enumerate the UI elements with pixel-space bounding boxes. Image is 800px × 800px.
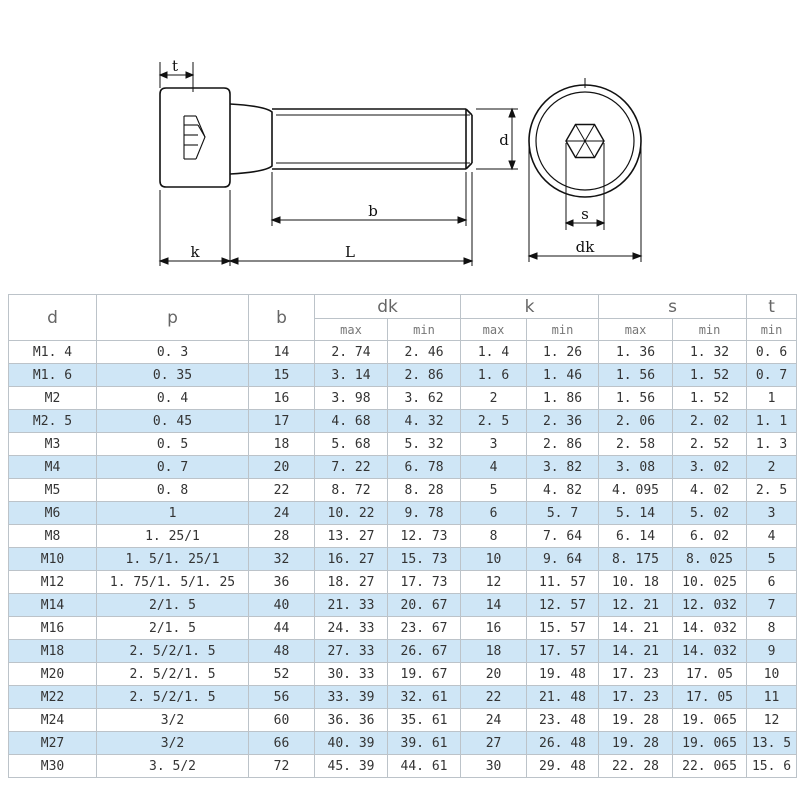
cell-b: 40 [249,594,315,617]
cell-p: 0. 35 [97,364,249,387]
cell-s-max: 22. 28 [599,755,673,778]
cell-dk-min: 19. 67 [388,663,461,686]
cell-t-min: 4 [747,525,797,548]
cell-t-min: 2. 5 [747,479,797,502]
cell-k-min: 26. 48 [527,732,599,755]
cell-dk-max: 3. 98 [315,387,388,410]
cell-k-max: 3 [461,433,527,456]
header-dk-max: max [315,319,388,341]
cell-b: 52 [249,663,315,686]
cell-dk-max: 8. 72 [315,479,388,502]
cell-s-min: 1. 52 [673,364,747,387]
cell-p: 0. 3 [97,341,249,364]
table-row [9,755,797,778]
cell-s-max: 1. 36 [599,341,673,364]
cell-s-max: 12. 21 [599,594,673,617]
cell-t-min: 0. 7 [747,364,797,387]
cell-dk-min: 5. 32 [388,433,461,456]
cell-t-min: 1. 1 [747,410,797,433]
cell-d: M30 [9,755,97,778]
cell-k-min: 2. 86 [527,433,599,456]
table-row [9,456,797,479]
cell-t-min: 6 [747,571,797,594]
cell-b: 18 [249,433,315,456]
cell-dk-max: 45. 39 [315,755,388,778]
header-d: d [9,295,97,341]
cell-k-max: 6 [461,502,527,525]
cell-d: M22 [9,686,97,709]
table-row [9,594,797,617]
label-t: t [171,57,179,75]
cell-s-min: 14. 032 [673,640,747,663]
cell-k-max: 30 [461,755,527,778]
cell-dk-min: 3. 62 [388,387,461,410]
cell-s-max: 1. 56 [599,387,673,410]
cell-b: 72 [249,755,315,778]
table-row [9,732,797,755]
cell-b: 24 [249,502,315,525]
table-row [9,571,797,594]
cell-k-max: 1. 4 [461,341,527,364]
cell-s-max: 8. 175 [599,548,673,571]
cell-k-max: 10 [461,548,527,571]
cell-s-min: 2. 02 [673,410,747,433]
cell-k-min: 2. 36 [527,410,599,433]
cell-s-min: 19. 065 [673,709,747,732]
header-t: t [747,295,797,319]
header-dk-min: min [388,319,461,341]
cell-p: 0. 4 [97,387,249,410]
cell-k-max: 14 [461,594,527,617]
cell-s-max: 5. 14 [599,502,673,525]
cell-dk-max: 4. 68 [315,410,388,433]
cell-dk-min: 23. 67 [388,617,461,640]
cell-dk-max: 36. 36 [315,709,388,732]
cell-s-max: 4. 095 [599,479,673,502]
cell-d: M4 [9,456,97,479]
cell-p: 1 [97,502,249,525]
cell-p: 3/2 [97,709,249,732]
cell-s-min: 12. 032 [673,594,747,617]
cell-dk-min: 35. 61 [388,709,461,732]
cell-s-min: 10. 025 [673,571,747,594]
cell-dk-min: 4. 32 [388,410,461,433]
table-row [9,341,797,364]
header-t-min: min [747,319,797,341]
cell-d: M10 [9,548,97,571]
table-row [9,433,797,456]
table-row [9,663,797,686]
header-k-min: min [527,319,599,341]
cell-s-min: 5. 02 [673,502,747,525]
cell-s-max: 2. 58 [599,433,673,456]
cell-s-min: 17. 05 [673,663,747,686]
cell-k-max: 2. 5 [461,410,527,433]
label-dk: dk [575,238,595,256]
cell-t-min: 13. 5 [747,732,797,755]
cell-b: 14 [249,341,315,364]
cell-k-min: 4. 82 [527,479,599,502]
cell-s-max: 6. 14 [599,525,673,548]
table-row [9,525,797,548]
table-row [9,387,797,410]
cell-t-min: 11 [747,686,797,709]
cell-dk-min: 2. 86 [388,364,461,387]
table-body [9,341,797,778]
cell-s-min: 8. 025 [673,548,747,571]
cell-p: 2. 5/2/1. 5 [97,686,249,709]
cell-dk-min: 39. 61 [388,732,461,755]
cell-d: M27 [9,732,97,755]
cell-d: M6 [9,502,97,525]
cell-b: 15 [249,364,315,387]
cell-s-max: 1. 56 [599,364,673,387]
cell-k-max: 22 [461,686,527,709]
cell-t-min: 9 [747,640,797,663]
cell-t-min: 15. 6 [747,755,797,778]
cell-k-max: 1. 6 [461,364,527,387]
cell-d: M5 [9,479,97,502]
cell-k-min: 5. 7 [527,502,599,525]
cell-dk-max: 13. 27 [315,525,388,548]
cell-p: 3. 5/2 [97,755,249,778]
cell-k-min: 12. 57 [527,594,599,617]
header-s-min: min [673,319,747,341]
cell-s-min: 22. 065 [673,755,747,778]
cell-d: M24 [9,709,97,732]
cell-k-max: 12 [461,571,527,594]
cell-k-min: 3. 82 [527,456,599,479]
cell-k-min: 9. 64 [527,548,599,571]
header-k: k [461,295,599,319]
label-d: d [499,131,509,149]
cell-k-min: 23. 48 [527,709,599,732]
cell-s-max: 14. 21 [599,617,673,640]
cell-k-max: 8 [461,525,527,548]
cell-s-max: 19. 28 [599,732,673,755]
cell-b: 32 [249,548,315,571]
cell-dk-max: 2. 74 [315,341,388,364]
table-row [9,410,797,433]
cell-s-max: 14. 21 [599,640,673,663]
cell-t-min: 2 [747,456,797,479]
cell-d: M1. 4 [9,341,97,364]
table-row [9,640,797,663]
table-row [9,364,797,387]
cell-k-min: 7. 64 [527,525,599,548]
cell-s-min: 2. 52 [673,433,747,456]
header-s-max: max [599,319,673,341]
table-row [9,479,797,502]
label-L: L [345,243,355,261]
cell-d: M16 [9,617,97,640]
cell-dk-min: 20. 67 [388,594,461,617]
cell-s-min: 6. 02 [673,525,747,548]
cell-dk-max: 7. 22 [315,456,388,479]
cell-p: 2. 5/2/1. 5 [97,663,249,686]
cell-k-max: 20 [461,663,527,686]
table-row [9,548,797,571]
cell-t-min: 0. 6 [747,341,797,364]
screw-neck [230,104,272,174]
cell-b: 22 [249,479,315,502]
cell-s-max: 17. 23 [599,663,673,686]
cell-s-max: 10. 18 [599,571,673,594]
cell-dk-min: 2. 46 [388,341,461,364]
cell-p: 1. 5/1. 25/1 [97,548,249,571]
socket-hidden-lines [184,116,205,159]
cell-k-max: 27 [461,732,527,755]
cell-p: 3/2 [97,732,249,755]
header-b: b [249,295,315,341]
cell-p: 0. 8 [97,479,249,502]
cell-k-max: 18 [461,640,527,663]
cell-t-min: 8 [747,617,797,640]
cell-b: 44 [249,617,315,640]
cell-k-min: 15. 57 [527,617,599,640]
cell-p: 0. 45 [97,410,249,433]
dimension-d [476,109,518,169]
cell-d: M14 [9,594,97,617]
header-dk: dk [315,295,461,319]
cell-p: 2. 5/2/1. 5 [97,640,249,663]
cell-p: 0. 7 [97,456,249,479]
cell-s-min: 3. 02 [673,456,747,479]
cell-s-min: 17. 05 [673,686,747,709]
cell-b: 17 [249,410,315,433]
cell-dk-min: 17. 73 [388,571,461,594]
cell-p: 1. 75/1. 5/1. 25 [97,571,249,594]
cell-dk-min: 44. 61 [388,755,461,778]
cell-k-max: 2 [461,387,527,410]
cell-dk-max: 21. 33 [315,594,388,617]
cell-t-min: 3 [747,502,797,525]
cell-dk-max: 27. 33 [315,640,388,663]
cell-s-min: 1. 52 [673,387,747,410]
cell-dk-max: 18. 27 [315,571,388,594]
cell-s-max: 3. 08 [599,456,673,479]
cell-p: 2/1. 5 [97,594,249,617]
cell-k-min: 19. 48 [527,663,599,686]
cell-dk-max: 10. 22 [315,502,388,525]
cell-b: 56 [249,686,315,709]
cell-b: 36 [249,571,315,594]
cell-t-min: 5 [747,548,797,571]
label-b: b [368,202,378,220]
header-k-max: max [461,319,527,341]
screw-end-view [529,78,641,197]
cell-k-min: 1. 46 [527,364,599,387]
cell-dk-min: 12. 73 [388,525,461,548]
cell-s-max: 2. 06 [599,410,673,433]
cell-p: 1. 25/1 [97,525,249,548]
cell-dk-max: 30. 33 [315,663,388,686]
dimension-k-L [160,172,472,266]
cell-s-min: 1. 32 [673,341,747,364]
cell-s-min: 4. 02 [673,479,747,502]
cell-k-min: 17. 57 [527,640,599,663]
cell-b: 66 [249,732,315,755]
cell-d: M2. 5 [9,410,97,433]
table-row [9,686,797,709]
cell-b: 60 [249,709,315,732]
cell-t-min: 7 [747,594,797,617]
cell-dk-max: 5. 68 [315,433,388,456]
cell-k-min: 11. 57 [527,571,599,594]
cell-d: M8 [9,525,97,548]
cell-k-max: 24 [461,709,527,732]
cell-t-min: 1 [747,387,797,410]
header-p: p [97,295,249,341]
label-k: k [190,243,200,261]
cell-dk-min: 6. 78 [388,456,461,479]
screw-spec-table [8,294,797,778]
table-row [9,617,797,640]
table-row [9,709,797,732]
cell-d: M18 [9,640,97,663]
cell-dk-min: 9. 78 [388,502,461,525]
cell-d: M20 [9,663,97,686]
cell-s-max: 17. 23 [599,686,673,709]
cell-d: M3 [9,433,97,456]
cell-k-min: 21. 48 [527,686,599,709]
cell-dk-max: 24. 33 [315,617,388,640]
cell-d: M2 [9,387,97,410]
cell-dk-max: 3. 14 [315,364,388,387]
cell-dk-min: 8. 28 [388,479,461,502]
label-s: s [581,205,589,223]
screw-technical-drawing [0,0,800,290]
cell-dk-max: 33. 39 [315,686,388,709]
screw-shank [272,109,472,169]
cell-k-min: 1. 86 [527,387,599,410]
cell-b: 16 [249,387,315,410]
header-s: s [599,295,747,319]
cell-dk-max: 16. 27 [315,548,388,571]
cell-k-min: 29. 48 [527,755,599,778]
cell-dk-min: 26. 67 [388,640,461,663]
cell-k-min: 1. 26 [527,341,599,364]
cell-d: M1. 6 [9,364,97,387]
cell-k-max: 5 [461,479,527,502]
cell-dk-min: 32. 61 [388,686,461,709]
table-row [9,502,797,525]
cell-k-max: 4 [461,456,527,479]
cell-dk-min: 15. 73 [388,548,461,571]
cell-dk-max: 40. 39 [315,732,388,755]
cell-s-max: 19. 28 [599,709,673,732]
cell-s-min: 19. 065 [673,732,747,755]
cell-b: 28 [249,525,315,548]
cell-t-min: 1. 3 [747,433,797,456]
cell-d: M12 [9,571,97,594]
cell-t-min: 12 [747,709,797,732]
cell-t-min: 10 [747,663,797,686]
cell-s-min: 14. 032 [673,617,747,640]
cell-p: 2/1. 5 [97,617,249,640]
cell-b: 48 [249,640,315,663]
screw-head-outline [160,88,230,187]
cell-b: 20 [249,456,315,479]
cell-p: 0. 5 [97,433,249,456]
cell-k-max: 16 [461,617,527,640]
